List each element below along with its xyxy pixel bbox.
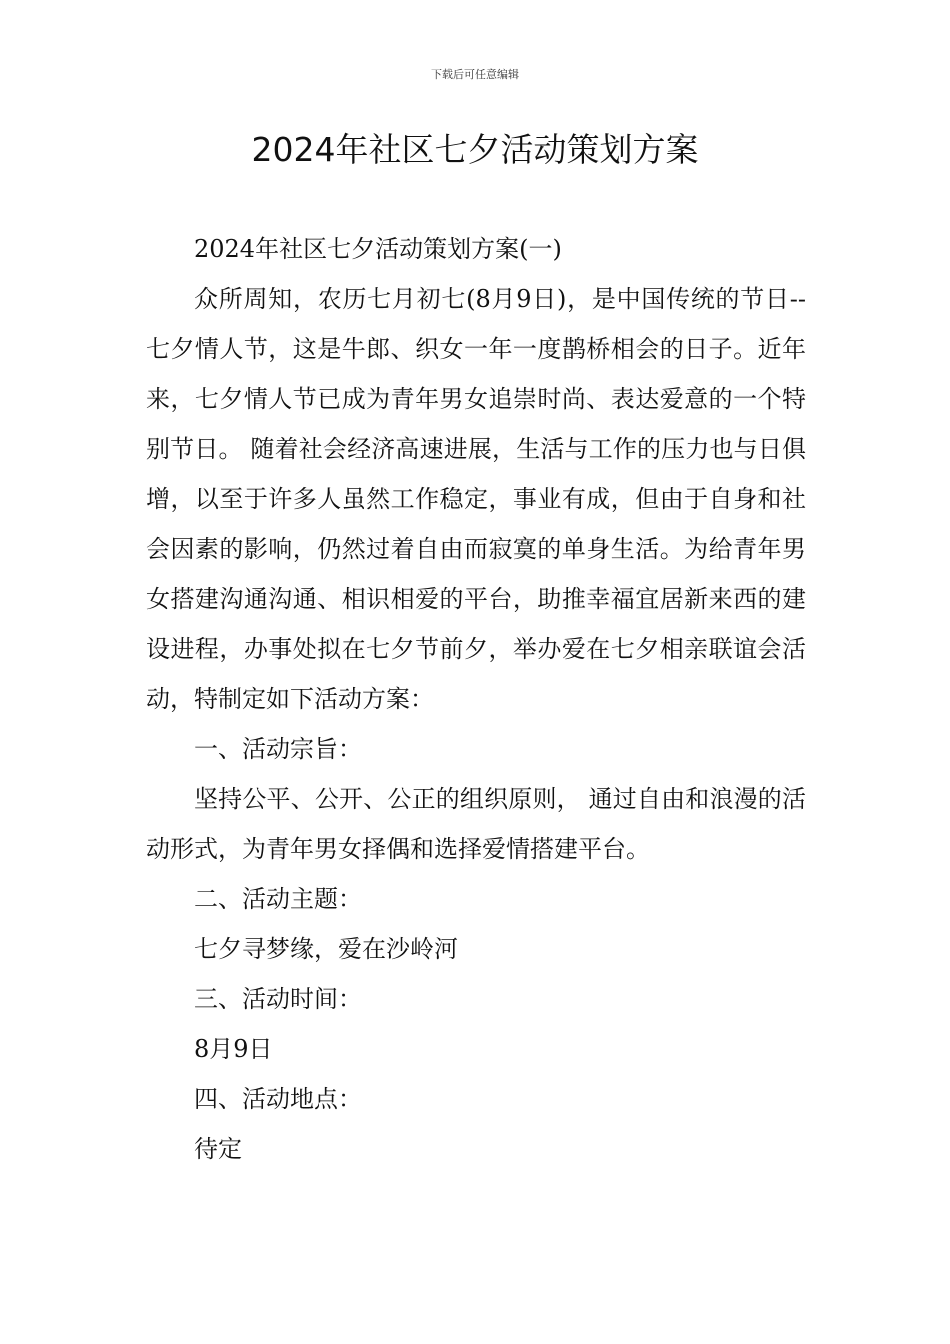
document-body xyxy=(146,224,806,1174)
document-title: 2024年社区七夕活动策划方案 xyxy=(251,130,699,169)
time-paragraph: 8月9日 xyxy=(194,1035,273,1063)
intro-paragraph: 众所周知，农历七月初七(8月9日)，是中国传统的节日--七夕情人节，这是牛郎、织女一年一度鹊桥相会的日子。近年来，七夕情人节已成为青年男女追崇时尚、表达爱意的一个特别节日。 随着社会经济高速进展，生活与工作的压力也与日俱增，以至于许多人虽然工作稳定，事业有成，但由于自身和社会因素的影响，仍然过着自由而寂寞的单身生活。为给青年男女搭建沟通沟通、相识相爱的平台，助推幸福宜居新来西的建设进程，办事处拟在七夕节前夕，举办爱在七夕相亲联谊会活动，特制定如下活动方案： xyxy=(146,285,806,713)
section-heading-purpose: 一、活动宗旨： xyxy=(194,735,362,763)
location-paragraph: 待定 xyxy=(194,1135,242,1163)
purpose-paragraph: 坚持公平、公开、公正的组织原则， 通过自由和浪漫的活动形式，为青年男女择偶和选择爱情搭建平台。 xyxy=(146,785,806,863)
section-heading-theme: 二、活动主题： xyxy=(194,885,362,913)
section-heading-time: 三、活动时间： xyxy=(194,985,362,1013)
subtitle-paragraph: 2024年社区七夕活动策划方案(一) xyxy=(194,235,562,263)
section-heading-location: 四、活动地点： xyxy=(194,1085,362,1113)
theme-paragraph: 七夕寻梦缘，爱在沙岭河 xyxy=(194,935,458,963)
header-note: 下载后可任意编辑 xyxy=(431,68,519,81)
